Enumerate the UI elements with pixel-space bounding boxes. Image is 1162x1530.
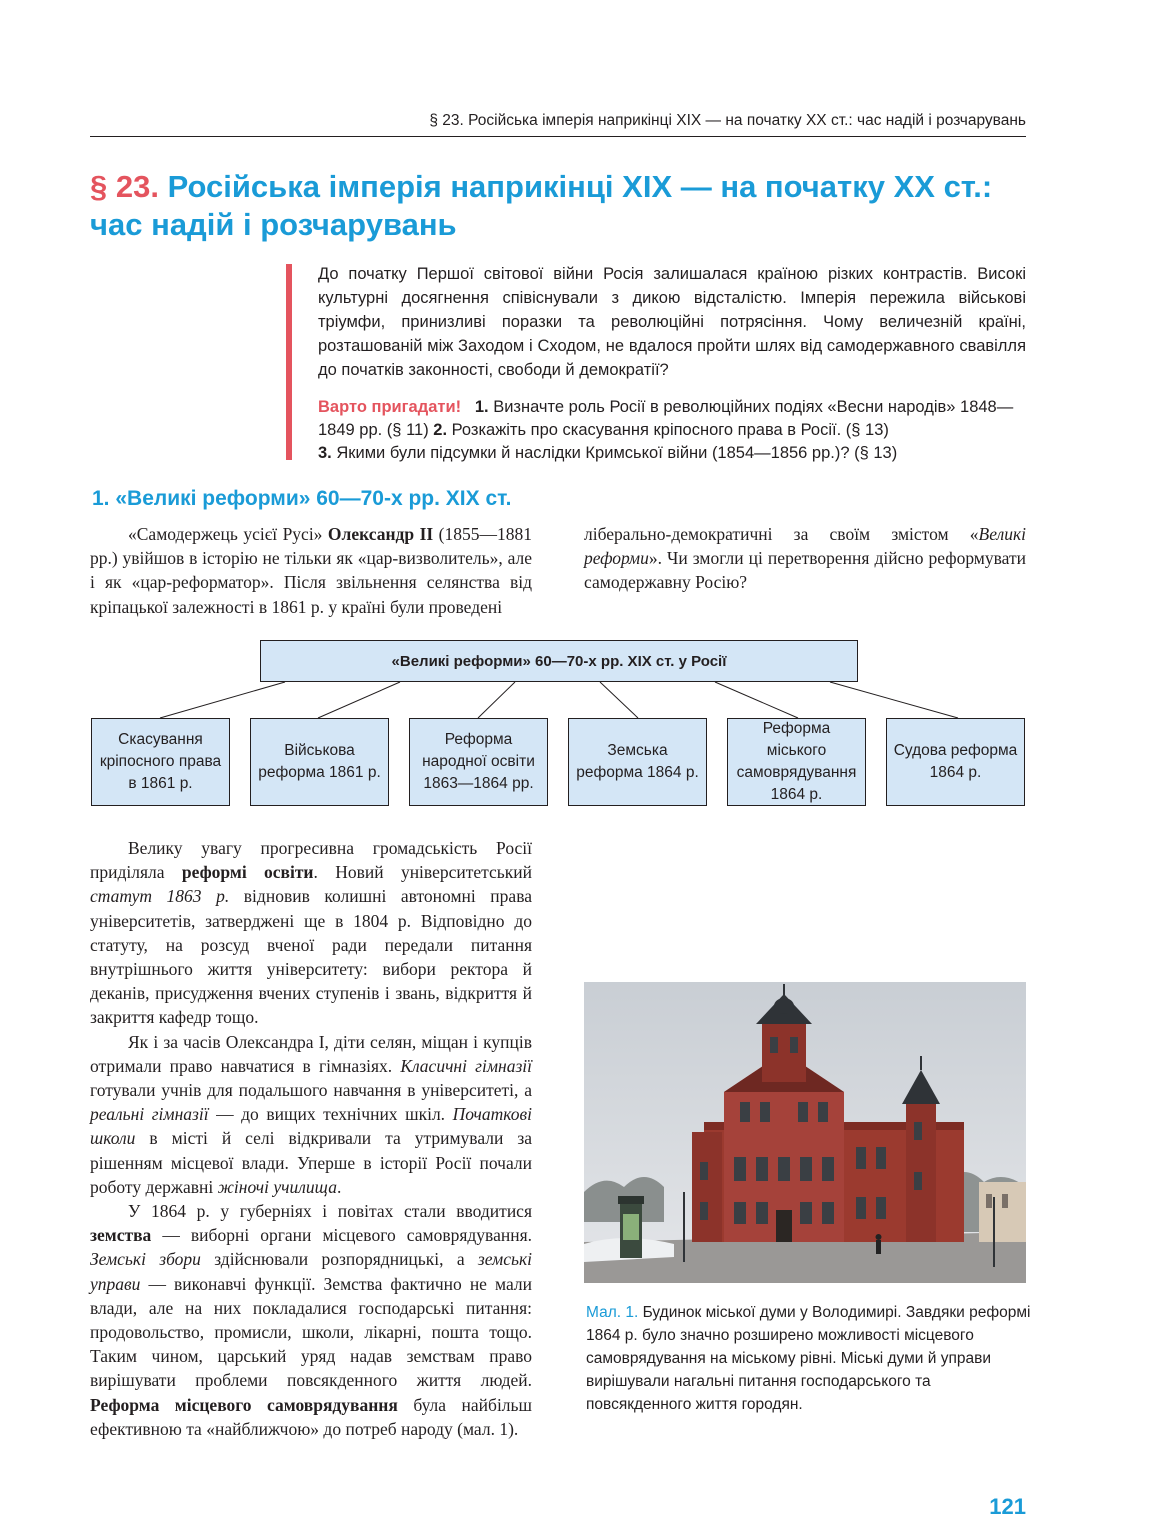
- text-b-column-left: [90, 836, 532, 1441]
- remember-q1: Визначте роль Росії в революційних подіях «Весни народів» 1848—1849 рр. (§ 11): [318, 398, 1014, 439]
- italic-term: жіночі училища: [217, 1176, 337, 1197]
- text-a-column-left: [90, 522, 532, 619]
- reforms-diagram: [90, 638, 1030, 808]
- text-run: «Самодержець усієї Русі»: [128, 524, 328, 544]
- text-run: ліберально-демократичні за своїм змістом «: [584, 524, 979, 544]
- italic-term: реальні гімназії: [90, 1104, 209, 1125]
- diagram-item-serfdom: Скасування кріпосного права в 1861 р.: [91, 718, 230, 806]
- paragraph-3: [90, 1030, 532, 1199]
- running-head: § 23. Російська імперія наприкінці XIX — на початку XX ст.: час надій і розчарувань: [429, 112, 1026, 129]
- bold-term: Реформа місцевого самоврядування: [90, 1394, 398, 1415]
- chapter-number: § 23.: [90, 169, 159, 204]
- connector-line: [318, 682, 400, 718]
- text-run: У 1864 р. у губерніях і повітах стали вводитися: [128, 1201, 532, 1222]
- italic-term: Земські збори: [90, 1249, 201, 1270]
- city-duma-photo: [584, 982, 1026, 1283]
- italic-term: статут 1863 р.: [90, 886, 230, 907]
- remember-q3: Якими були підсумки й наслідки Кримської війни (1854—1856 рр.)? (§ 13): [331, 444, 898, 462]
- chapter-title-line1: Російська імперія наприкінці XIX — на початку XX ст.:: [158, 169, 993, 204]
- page-number: 121: [989, 1494, 1026, 1519]
- connector-line: [600, 682, 638, 718]
- intro-text: До початку Першої світової війни Росія залишалася країною різких контрастів. Високі культурні досягнення співіснували з дикою відсталістю. Імперія пережила військові тріумфи, принизливі поразки та революційні потрясіння. Чому величезній країні, розташованій між Заходом і Сходом, не вдалося пройти шлях від самодержавного свавілля до початків законності, свободи й демократії?: [318, 265, 1026, 379]
- text-run: — до вищих технічних шкіл.: [208, 1104, 453, 1125]
- italic-term: земські управи: [90, 1249, 532, 1294]
- paragraph-4: [90, 1199, 532, 1441]
- diagram-title-box: «Великі реформи» 60—70-х рр. XIX ст. у Росії: [260, 640, 858, 682]
- connector-line: [715, 682, 798, 718]
- diagram-item-military: Військова реформа 1861 р.: [250, 718, 389, 806]
- connector-line: [830, 682, 958, 718]
- connector-line: [478, 682, 515, 718]
- text-run: .: [336, 1176, 342, 1197]
- bold-term: реформі освіти: [181, 862, 314, 883]
- figure-caption: [586, 1301, 1032, 1416]
- text-run: була найбільш ефективною та «найближчою» до потреб народу (мал. 1).: [90, 1394, 532, 1439]
- text-run: Велику увагу прогресивна громадськість Росії приділяла: [90, 838, 532, 883]
- intro-accent-bar: [286, 264, 292, 460]
- text-run: ». Чи змогли ці перетворення дійсно реформувати самодержавну Росію?: [584, 548, 1026, 593]
- paragraph-1-cont: [584, 522, 1026, 595]
- text-run: Як і за часів Олександра I, діти селян, міщан і купців отримали право навчатися в гімназіях.: [90, 1031, 532, 1076]
- text-run: (1855—1881 рр.) увійшов в історію не тільки як «цар-визволитель», але і як «цар-реформатор». Після звільнення селянства від кріпацької залежності в 1861 р. у країні були проведені: [90, 524, 532, 617]
- text-run: в місті й селі відкривали та утримували за рішенням місцевої влади. Уперше в історії Росії почали роботу державні: [90, 1128, 532, 1197]
- section-title: 1. «Великі реформи» 60—70-х рр. XIX ст.: [92, 487, 512, 510]
- paragraph-2: [90, 836, 532, 1030]
- city-duma-illustration: [584, 982, 1026, 1283]
- remember-q1-number: 1.: [474, 398, 489, 416]
- figure-label: Мал. 1.: [586, 1304, 639, 1321]
- bold-term: Олександр II: [327, 524, 434, 544]
- chapter-title: [90, 168, 1050, 244]
- diagram-item-judicial: Судова реформа 1864 р.: [886, 718, 1025, 806]
- remember-q2-number: 2.: [433, 421, 448, 439]
- paragraph-1: [90, 522, 532, 619]
- bold-term: земства: [90, 1225, 152, 1246]
- remember-q3-number: 3.: [318, 444, 332, 462]
- text-run: відновив колишні автономні права університетів, затверджені ще в 1804 р. Відповідно до статуту, на розсуд вченої ради передали питання внутрішнього життя університету: вибори ректора й деканів, присудження вчених ступенів і звань, відкриття й закриття кафедр тощо.: [90, 886, 532, 1028]
- italic-term: Класичні гімназії: [400, 1055, 532, 1076]
- italic-term: Великі реформи: [584, 524, 1026, 569]
- text-run: . Новий університетський: [313, 862, 532, 883]
- diagram-item-zemstvo: Земська реформа 1864 р.: [568, 718, 707, 806]
- remember-label: Варто пригадати!: [318, 398, 462, 416]
- remember-block: [318, 396, 1026, 465]
- connector-line: [160, 682, 285, 718]
- figure-caption-text: Будинок міської думи у Володимирі. Завдяки реформі 1864 р. було значно розширено можливості місцевого самоврядування на міському рівні. Міські думи й управи вирішували нагальні питання господарського та повсякденного життя городян.: [586, 1304, 1031, 1413]
- diagram-item-education: Реформа народної освіти 1863—1864 рр.: [409, 718, 548, 806]
- text-run: — виконавчі функції. Земства фактично не мали влади, але на них покладалися господарські питання: продовольство, промисли, школи, лікарні, пошта тощо. Таким чином, царський уряд надав земствам право вирішувати проблеми повсякденного життя людей.: [90, 1273, 532, 1391]
- chapter-title-line2: час надій і розчарувань: [90, 207, 457, 242]
- italic-term: Початкові школи: [90, 1104, 533, 1149]
- text-run: — виборні органи місцевого самоврядування.: [151, 1225, 532, 1246]
- text-a-column-right: [584, 522, 1026, 595]
- remember-q2: Розкажіть про скасування кріпосного права в Росії. (§ 13): [447, 421, 889, 439]
- header-rule: [90, 136, 1026, 137]
- text-run: готували учнів для подальшого навчання в університеті, а: [90, 1080, 532, 1101]
- text-run: здійснювали розпорядницькі, а: [200, 1249, 478, 1270]
- diagram-item-city: Реформа міського самоврядування 1864 р.: [727, 718, 866, 806]
